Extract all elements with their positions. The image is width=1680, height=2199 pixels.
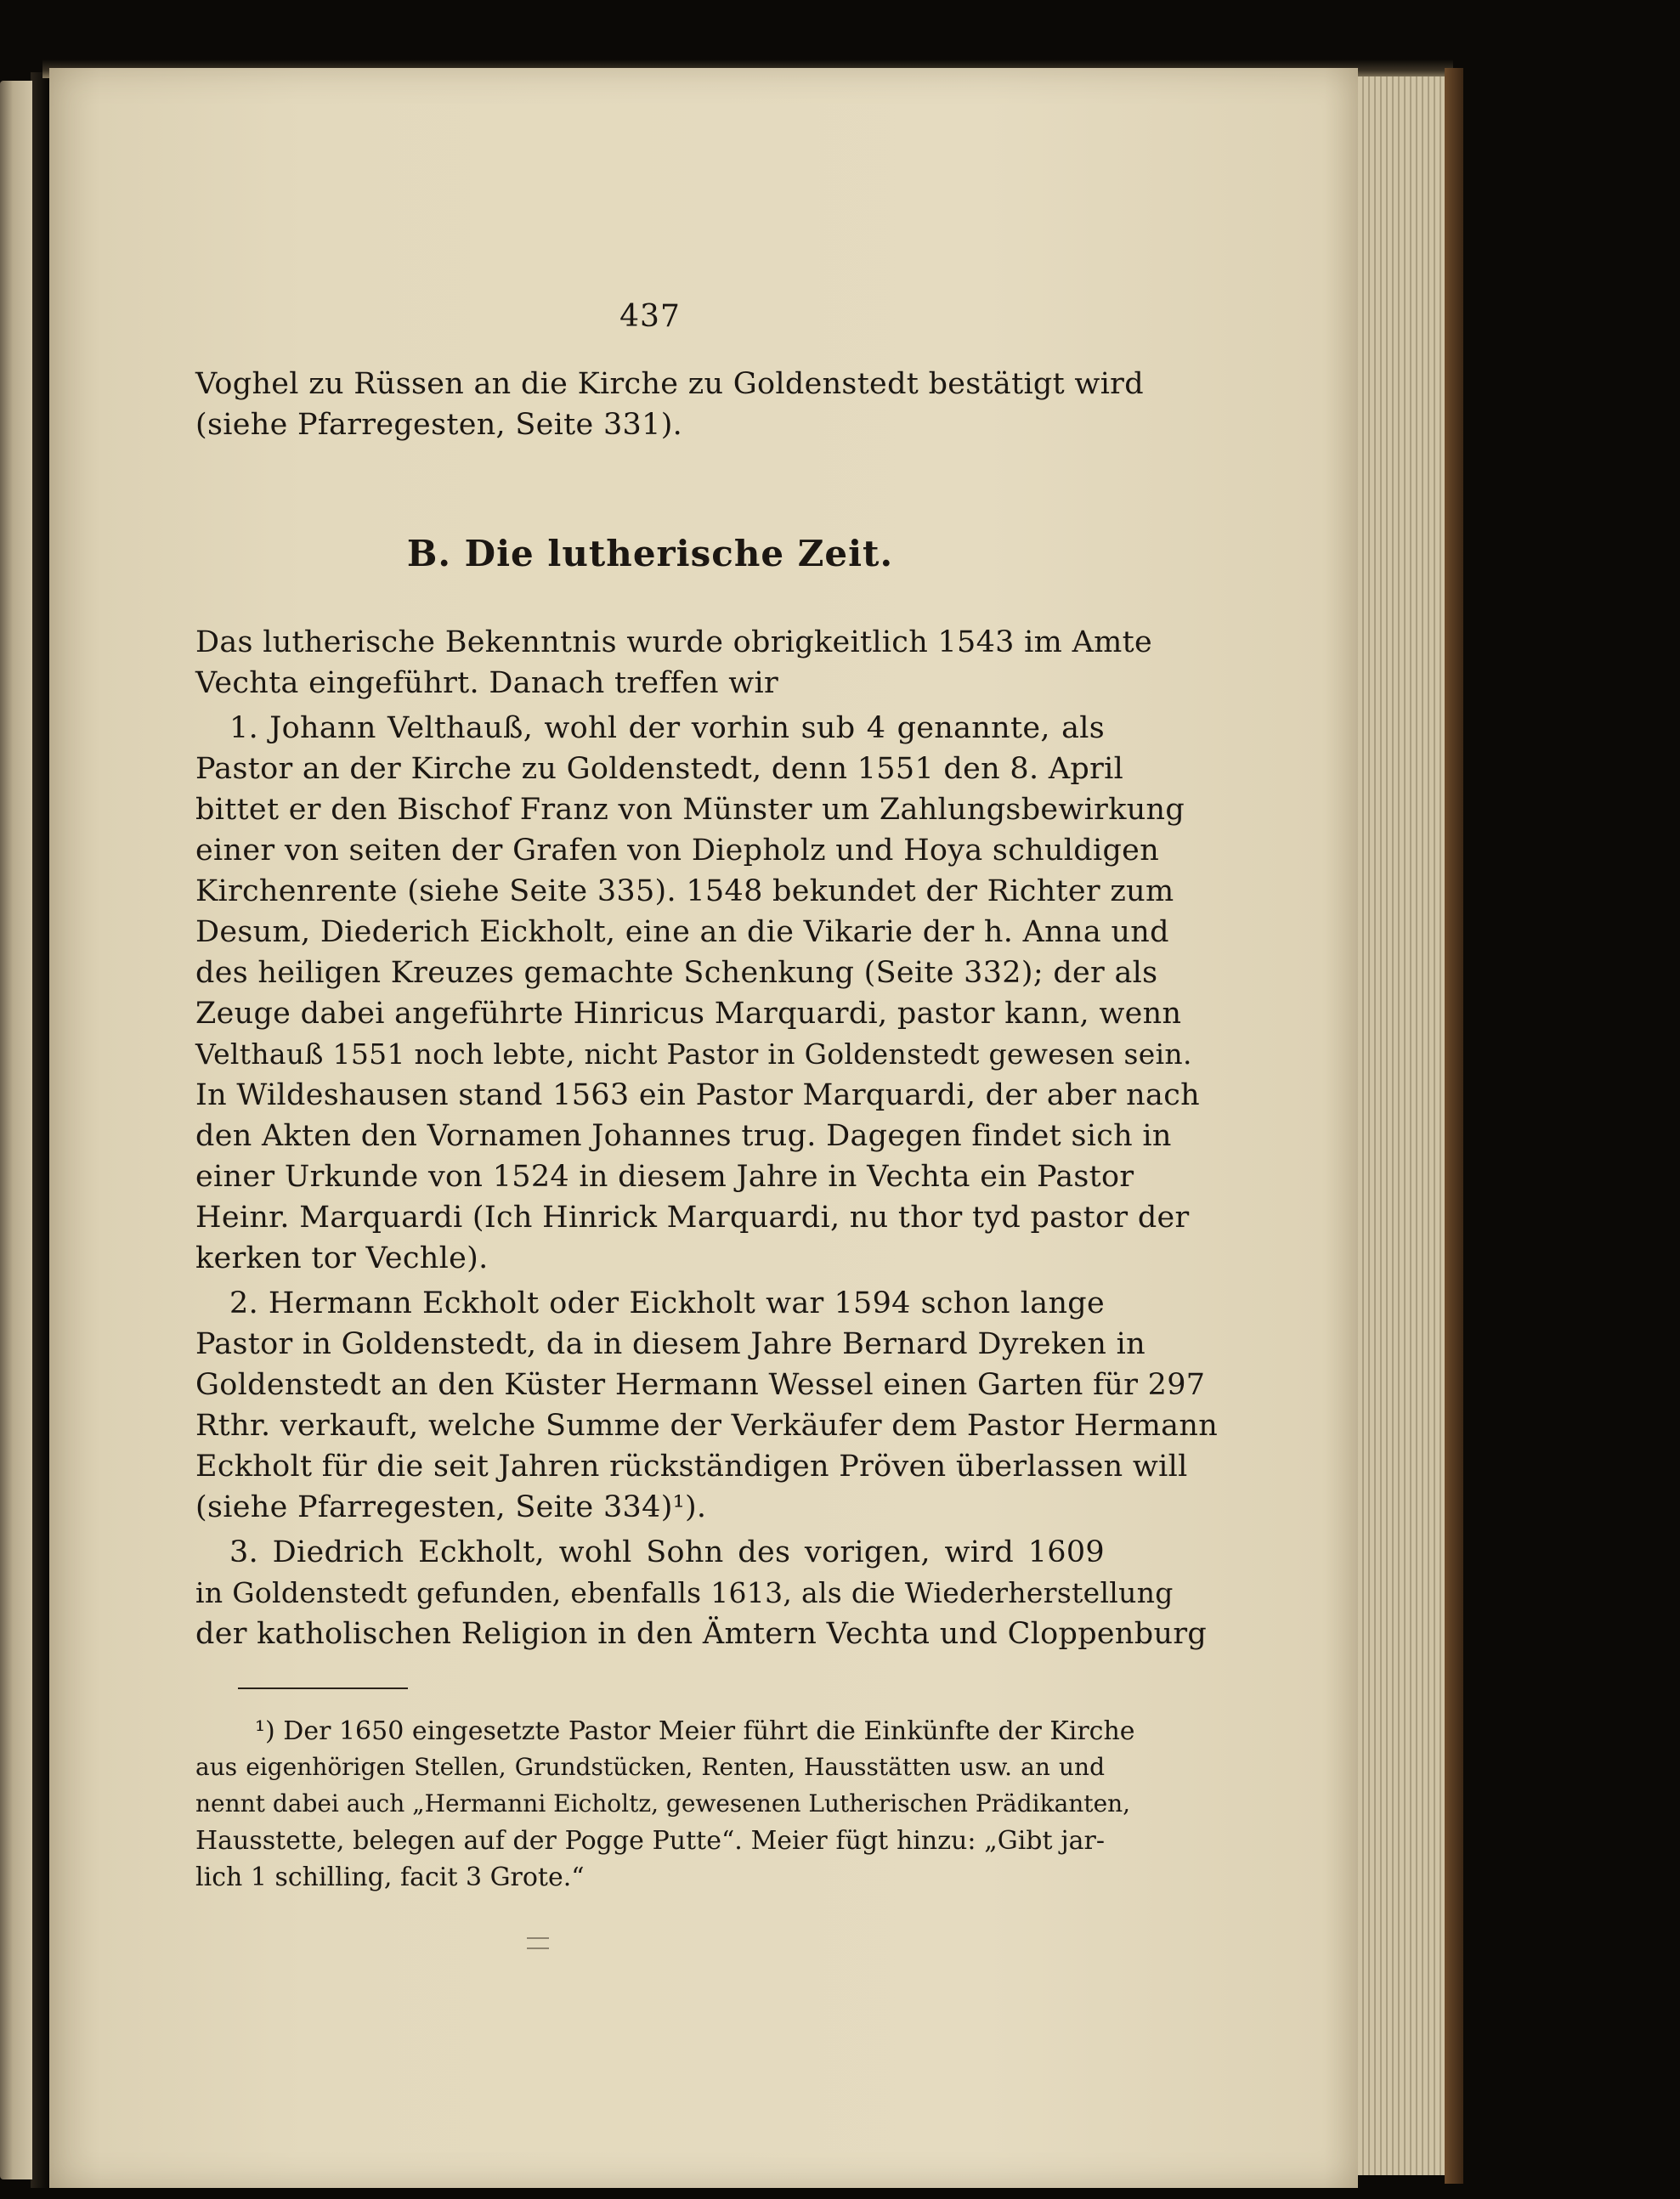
section-heading: B. Die lutherische Zeit.	[406, 533, 894, 574]
body-line: kerken tor Vechle).	[195, 1241, 489, 1275]
intro-line: Voghel zu Rüssen an die Kirche zu Goldenstedt bestätigt wird	[195, 367, 1144, 401]
body-line: der katholischen Religion in den Ämtern Vechta und Cloppenburg	[195, 1617, 1208, 1651]
body-line: Vechta eingeführt. Danach treffen wir	[195, 666, 779, 700]
body-line: Eckholt für die seit Jahren rückständigen Pröven überlassen will	[195, 1450, 1188, 1484]
body-line: den Akten den Vornamen Johannes trug. Dagegen findet sich in	[195, 1119, 1172, 1153]
body-line: (siehe Pfarregesten, Seite 334)¹).	[195, 1490, 707, 1524]
body-line: einer von seiten der Grafen von Diepholz und Hoya schuldigen	[195, 834, 1160, 868]
page-number: 437	[619, 299, 681, 334]
body-line: Pastor an der Kirche zu Goldenstedt, denn 1551 den 8. April	[195, 752, 1124, 786]
body-line: einer Urkunde von 1524 in diesem Jahre in Vechta ein Pastor	[195, 1160, 1134, 1194]
footnote-line: lich 1 schilling, facit 3 Grote.“	[195, 1863, 585, 1892]
body-line: bittet er den Bischof Franz von Münster um Zahlungsbewirkung	[195, 793, 1185, 827]
body-line: 1. Johann Velthauß, wohl der vorhin sub 4 genannte, als	[229, 711, 1105, 745]
intro-line: (siehe Pfarregesten, Seite 331).	[195, 408, 683, 442]
body-line: Velthauß 1551 noch lebte, nicht Pastor in Goldenstedt gewesen sein.	[195, 1037, 1192, 1071]
body-line: des heiligen Kreuzes gemachte Schenkung (Seite 332); der als	[195, 956, 1158, 990]
body-line: 2. Hermann Eckholt oder Eickholt war 1594 schon lange	[229, 1286, 1105, 1320]
footnote-line: Hausstette, belegen auf der Pogge Putte“. Meier fügt hinzu: „Gibt jar-	[195, 1826, 1105, 1856]
body-line: Heinr. Marquardi (Ich Hinrick Marquardi, nu thor tyd pastor der	[195, 1201, 1190, 1235]
body-line: Goldenstedt an den Küster Hermann Wessel einen Garten für 297	[195, 1368, 1206, 1402]
body-line: 3. Diedrich Eckholt, wohl Sohn des vorigen, wird 1609	[229, 1535, 1105, 1569]
book-cover-edge	[1445, 68, 1463, 2184]
footnote-rule	[238, 1687, 408, 1689]
body-line: Kirchenrente (siehe Seite 335). 1548 bekundet der Richter zum	[195, 874, 1174, 908]
body-line: in Goldenstedt gefunden, ebenfalls 1613, als die Wiederherstellung	[195, 1576, 1174, 1609]
footnote-line: nennt dabei auch „Hermanni Eicholtz, gewesenen Lutherischen Prädikanten,	[195, 1789, 1131, 1817]
book-page	[49, 68, 1358, 2188]
body-line: Zeuge dabei angeführte Hinricus Marquardi, pastor kann, wenn	[195, 997, 1182, 1031]
body-line: Das lutherische Bekenntnis wurde obrigkeitlich 1543 im Amte	[195, 625, 1153, 659]
body-line: Pastor in Goldenstedt, da in diesem Jahre Bernard Dyreken in	[195, 1327, 1146, 1361]
footnote-line: aus eigenhörigen Stellen, Grundstücken, Renten, Hausstätten usw. an und	[195, 1753, 1105, 1781]
body-line: Desum, Diederich Eickholt, eine an die Vikarie der h. Anna und	[195, 915, 1169, 949]
body-line: In Wildeshausen stand 1563 ein Pastor Marquardi, der aber nach	[195, 1078, 1200, 1112]
printer-mark	[527, 1937, 549, 1949]
book-gutter	[31, 72, 48, 2188]
footnote-line: ¹) Der 1650 eingesetzte Pastor Meier führt die Einkünfte der Kirche	[255, 1716, 1135, 1746]
body-line: Rthr. verkauft, welche Summe der Verkäufer dem Pastor Hermann	[195, 1409, 1219, 1443]
left-page-edge	[0, 81, 32, 2179]
